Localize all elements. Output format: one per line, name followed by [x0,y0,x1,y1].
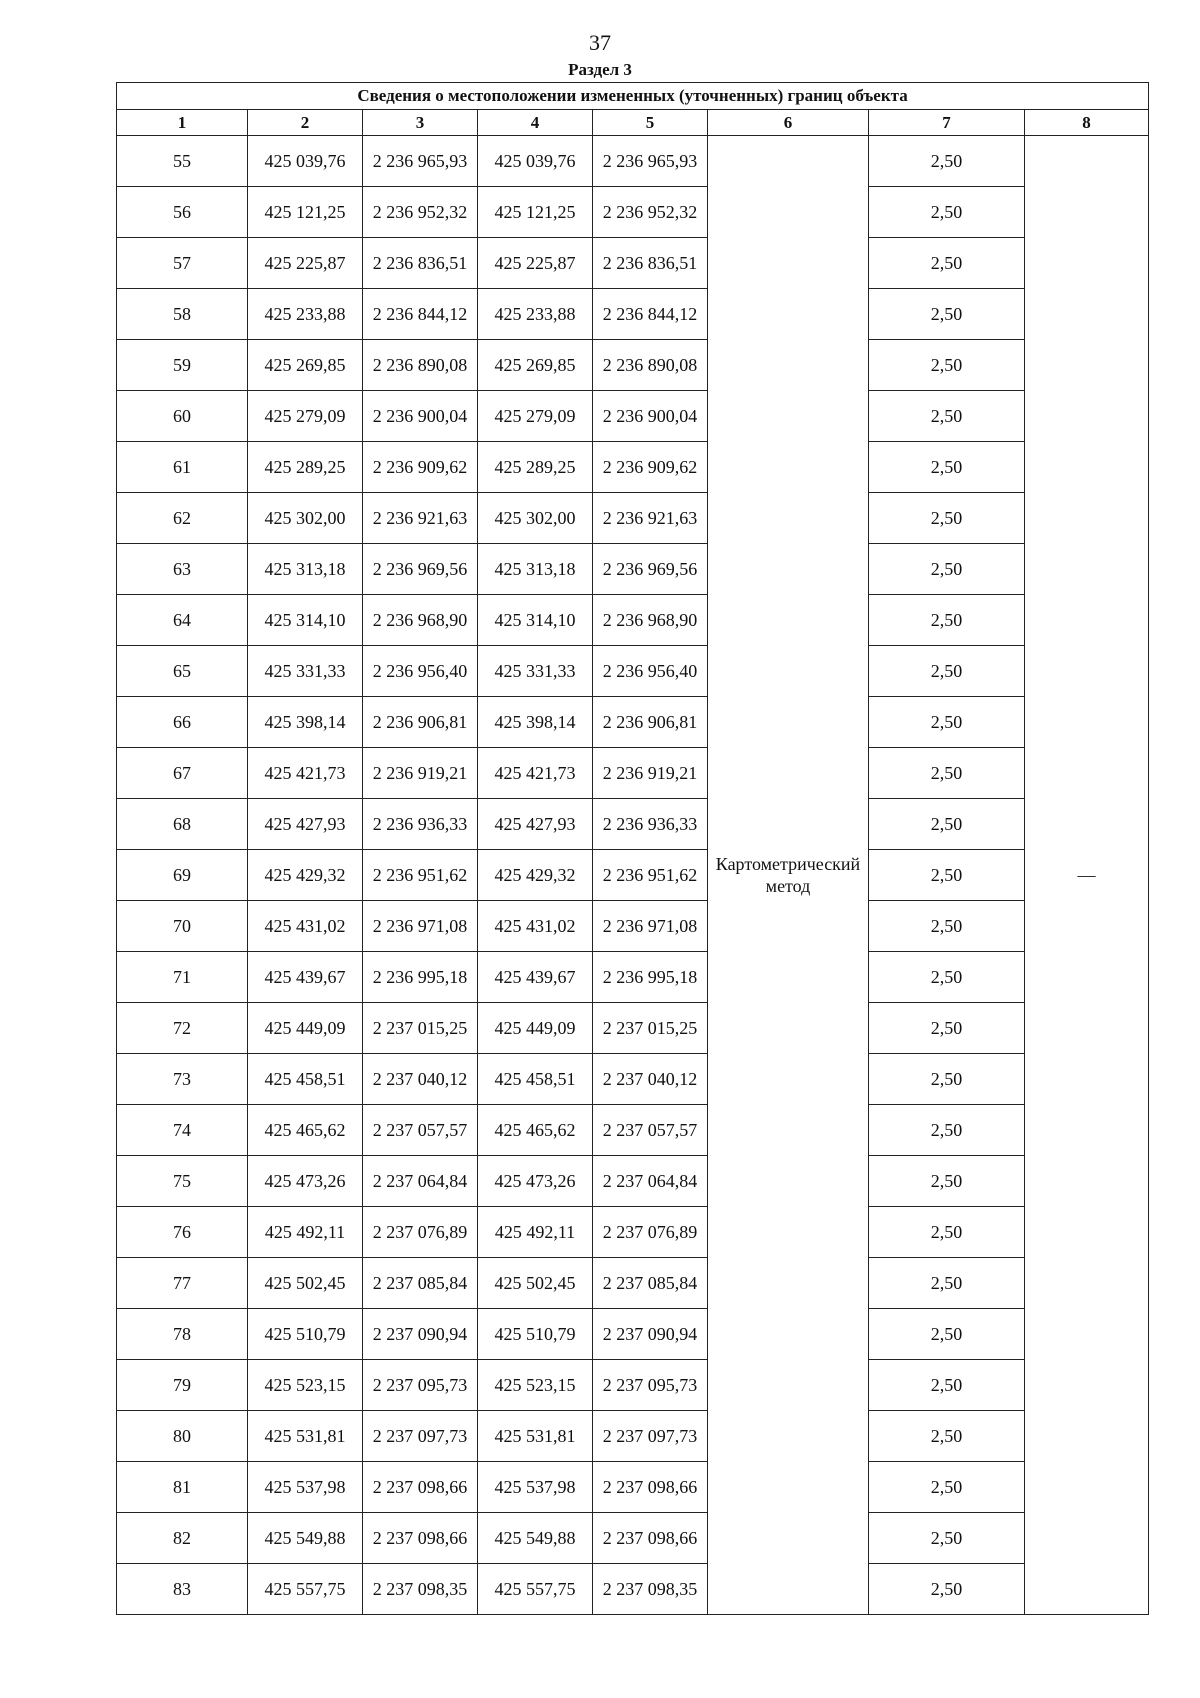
y-coordinate-cell: 2 236 890,08 [363,340,478,391]
point-number-cell: 64 [117,595,248,646]
precision-cell: 2,50 [869,544,1025,595]
point-number-cell: 82 [117,1513,248,1564]
x-coordinate-new-cell: 425 557,75 [478,1564,593,1615]
x-coordinate-cell: 425 302,00 [248,493,363,544]
table-row [117,952,1149,1003]
table-row [117,1411,1149,1462]
point-number-cell: 71 [117,952,248,1003]
precision-cell: 2,50 [869,595,1025,646]
precision-cell: 2,50 [869,289,1025,340]
table-caption: Сведения о местоположении измененных (уточненных) границ объекта [117,83,1149,110]
x-coordinate-cell: 425 039,76 [248,136,363,187]
x-coordinate-cell: 425 314,10 [248,595,363,646]
table-row [117,442,1149,493]
table-row [117,1105,1149,1156]
point-number-cell: 74 [117,1105,248,1156]
y-coordinate-new-cell: 2 236 900,04 [593,391,708,442]
table-row [117,1054,1149,1105]
table-row [117,136,1149,187]
y-coordinate-cell: 2 236 968,90 [363,595,478,646]
point-number-cell: 66 [117,697,248,748]
x-coordinate-cell: 425 331,33 [248,646,363,697]
y-coordinate-cell: 2 236 906,81 [363,697,478,748]
column-header-8: 8 [1025,110,1149,136]
column-header-row [117,110,1149,136]
table-row [117,1564,1149,1615]
x-coordinate-new-cell: 425 449,09 [478,1003,593,1054]
x-coordinate-new-cell: 425 233,88 [478,289,593,340]
precision-cell: 2,50 [869,646,1025,697]
x-coordinate-cell: 425 523,15 [248,1360,363,1411]
y-coordinate-cell: 2 237 064,84 [363,1156,478,1207]
x-coordinate-new-cell: 425 289,25 [478,442,593,493]
y-coordinate-new-cell: 2 237 098,66 [593,1513,708,1564]
table-row [117,187,1149,238]
point-number-cell: 55 [117,136,248,187]
table-row [117,748,1149,799]
point-number-cell: 81 [117,1462,248,1513]
x-coordinate-cell: 425 398,14 [248,697,363,748]
section-title: Раздел 3 [568,60,632,79]
x-coordinate-new-cell: 425 121,25 [478,187,593,238]
y-coordinate-cell: 2 236 956,40 [363,646,478,697]
x-coordinate-new-cell: 425 398,14 [478,697,593,748]
y-coordinate-cell: 2 237 057,57 [363,1105,478,1156]
table-row [117,289,1149,340]
point-number-cell: 73 [117,1054,248,1105]
x-coordinate-new-cell: 425 531,81 [478,1411,593,1462]
x-coordinate-new-cell: 425 458,51 [478,1054,593,1105]
table-row [117,238,1149,289]
point-number-cell: 76 [117,1207,248,1258]
x-coordinate-cell: 425 473,26 [248,1156,363,1207]
page-number: 37 [589,30,611,55]
precision-cell: 2,50 [869,1156,1025,1207]
x-coordinate-new-cell: 425 225,87 [478,238,593,289]
table-row [117,850,1149,901]
x-coordinate-new-cell: 425 314,10 [478,595,593,646]
table-row [117,1513,1149,1564]
y-coordinate-new-cell: 2 236 836,51 [593,238,708,289]
x-coordinate-cell: 425 269,85 [248,340,363,391]
table-row [117,697,1149,748]
x-coordinate-new-cell: 425 279,09 [478,391,593,442]
y-coordinate-new-cell: 2 236 952,32 [593,187,708,238]
column-header-1: 1 [117,110,248,136]
x-coordinate-cell: 425 121,25 [248,187,363,238]
y-coordinate-new-cell: 2 236 844,12 [593,289,708,340]
x-coordinate-new-cell: 425 302,00 [478,493,593,544]
x-coordinate-cell: 425 429,32 [248,850,363,901]
point-number-cell: 62 [117,493,248,544]
x-coordinate-cell: 425 502,45 [248,1258,363,1309]
x-coordinate-cell: 425 449,09 [248,1003,363,1054]
table-row [117,595,1149,646]
table-row [117,544,1149,595]
y-coordinate-new-cell: 2 236 969,56 [593,544,708,595]
x-coordinate-new-cell: 425 269,85 [478,340,593,391]
precision-cell: 2,50 [869,391,1025,442]
column-header-3: 3 [363,110,478,136]
x-coordinate-new-cell: 425 473,26 [478,1156,593,1207]
y-coordinate-cell: 2 236 969,56 [363,544,478,595]
point-number-cell: 67 [117,748,248,799]
x-coordinate-cell: 425 549,88 [248,1513,363,1564]
precision-cell: 2,50 [869,1462,1025,1513]
y-coordinate-new-cell: 2 237 040,12 [593,1054,708,1105]
y-coordinate-new-cell: 2 236 906,81 [593,697,708,748]
y-coordinate-new-cell: 2 237 064,84 [593,1156,708,1207]
column-header-5: 5 [593,110,708,136]
table-row [117,340,1149,391]
x-coordinate-cell: 425 458,51 [248,1054,363,1105]
x-coordinate-cell: 425 439,67 [248,952,363,1003]
y-coordinate-cell: 2 236 844,12 [363,289,478,340]
precision-cell: 2,50 [869,1105,1025,1156]
table-row [117,1258,1149,1309]
point-number-cell: 79 [117,1360,248,1411]
point-number-cell: 63 [117,544,248,595]
x-coordinate-cell: 425 465,62 [248,1105,363,1156]
y-coordinate-cell: 2 236 900,04 [363,391,478,442]
y-coordinate-new-cell: 2 236 936,33 [593,799,708,850]
x-coordinate-cell: 425 492,11 [248,1207,363,1258]
y-coordinate-new-cell: 2 236 971,08 [593,901,708,952]
y-coordinate-cell: 2 237 040,12 [363,1054,478,1105]
y-coordinate-cell: 2 236 919,21 [363,748,478,799]
point-number-cell: 56 [117,187,248,238]
y-coordinate-new-cell: 2 237 085,84 [593,1258,708,1309]
y-coordinate-new-cell: 2 236 965,93 [593,136,708,187]
point-number-cell: 70 [117,901,248,952]
precision-cell: 2,50 [869,1564,1025,1615]
table-row [117,391,1149,442]
x-coordinate-cell: 425 313,18 [248,544,363,595]
y-coordinate-new-cell: 2 236 919,21 [593,748,708,799]
y-coordinate-cell: 2 236 921,63 [363,493,478,544]
point-number-cell: 60 [117,391,248,442]
x-coordinate-new-cell: 425 510,79 [478,1309,593,1360]
y-coordinate-new-cell: 2 236 951,62 [593,850,708,901]
precision-cell: 2,50 [869,799,1025,850]
precision-cell: 2,50 [869,1360,1025,1411]
y-coordinate-cell: 2 237 098,66 [363,1513,478,1564]
x-coordinate-cell: 425 427,93 [248,799,363,850]
point-number-cell: 59 [117,340,248,391]
precision-cell: 2,50 [869,952,1025,1003]
y-coordinate-new-cell: 2 237 076,89 [593,1207,708,1258]
y-coordinate-cell: 2 236 836,51 [363,238,478,289]
table-row [117,901,1149,952]
point-number-cell: 72 [117,1003,248,1054]
x-coordinate-new-cell: 425 427,93 [478,799,593,850]
y-coordinate-cell: 2 236 936,33 [363,799,478,850]
x-coordinate-cell: 425 289,25 [248,442,363,493]
x-coordinate-new-cell: 425 313,18 [478,544,593,595]
point-number-cell: 61 [117,442,248,493]
y-coordinate-cell: 2 237 097,73 [363,1411,478,1462]
y-coordinate-cell: 2 237 095,73 [363,1360,478,1411]
point-number-cell: 68 [117,799,248,850]
x-coordinate-cell: 425 431,02 [248,901,363,952]
x-coordinate-new-cell: 425 429,32 [478,850,593,901]
y-coordinate-new-cell: 2 237 057,57 [593,1105,708,1156]
table-body [117,136,1149,1615]
y-coordinate-cell: 2 237 090,94 [363,1309,478,1360]
precision-cell: 2,50 [869,1258,1025,1309]
x-coordinate-cell: 425 557,75 [248,1564,363,1615]
precision-cell: 2,50 [869,442,1025,493]
precision-cell: 2,50 [869,187,1025,238]
x-coordinate-new-cell: 425 465,62 [478,1105,593,1156]
y-coordinate-new-cell: 2 237 098,66 [593,1462,708,1513]
y-coordinate-cell: 2 236 952,32 [363,187,478,238]
table-row [117,1462,1149,1513]
precision-cell: 2,50 [869,1309,1025,1360]
x-coordinate-cell: 425 510,79 [248,1309,363,1360]
x-coordinate-new-cell: 425 492,11 [478,1207,593,1258]
x-coordinate-cell: 425 531,81 [248,1411,363,1462]
precision-cell: 2,50 [869,1513,1025,1564]
y-coordinate-cell: 2 236 909,62 [363,442,478,493]
point-number-cell: 80 [117,1411,248,1462]
point-number-cell: 69 [117,850,248,901]
column-header-2: 2 [248,110,363,136]
precision-cell: 2,50 [869,1411,1025,1462]
y-coordinate-cell: 2 237 076,89 [363,1207,478,1258]
point-number-cell: 78 [117,1309,248,1360]
x-coordinate-new-cell: 425 431,02 [478,901,593,952]
y-coordinate-cell: 2 237 015,25 [363,1003,478,1054]
x-coordinate-new-cell: 425 421,73 [478,748,593,799]
y-coordinate-cell: 2 237 085,84 [363,1258,478,1309]
precision-cell: 2,50 [869,340,1025,391]
column-8-cell: — [1025,136,1149,1615]
y-coordinate-new-cell: 2 236 909,62 [593,442,708,493]
y-coordinate-cell: 2 236 951,62 [363,850,478,901]
y-coordinate-new-cell: 2 237 095,73 [593,1360,708,1411]
precision-cell: 2,50 [869,748,1025,799]
point-number-cell: 57 [117,238,248,289]
table-row [117,646,1149,697]
point-number-cell: 77 [117,1258,248,1309]
y-coordinate-new-cell: 2 237 015,25 [593,1003,708,1054]
precision-cell: 2,50 [869,901,1025,952]
y-coordinate-new-cell: 2 236 921,63 [593,493,708,544]
x-coordinate-cell: 425 225,87 [248,238,363,289]
y-coordinate-new-cell: 2 236 995,18 [593,952,708,1003]
table-row [117,1360,1149,1411]
coordinates-table [116,82,1149,1615]
x-coordinate-new-cell: 425 439,67 [478,952,593,1003]
y-coordinate-cell: 2 237 098,35 [363,1564,478,1615]
y-coordinate-cell: 2 236 971,08 [363,901,478,952]
point-number-cell: 65 [117,646,248,697]
x-coordinate-new-cell: 425 039,76 [478,136,593,187]
precision-cell: 2,50 [869,850,1025,901]
table-row [117,1309,1149,1360]
y-coordinate-cell: 2 236 995,18 [363,952,478,1003]
column-header-7: 7 [869,110,1025,136]
x-coordinate-cell: 425 233,88 [248,289,363,340]
precision-cell: 2,50 [869,136,1025,187]
table-row [117,1207,1149,1258]
column-header-4: 4 [478,110,593,136]
column-header-6: 6 [708,110,869,136]
x-coordinate-new-cell: 425 523,15 [478,1360,593,1411]
x-coordinate-new-cell: 425 537,98 [478,1462,593,1513]
x-coordinate-cell: 425 421,73 [248,748,363,799]
y-coordinate-new-cell: 2 236 968,90 [593,595,708,646]
table-row [117,1003,1149,1054]
x-coordinate-new-cell: 425 331,33 [478,646,593,697]
x-coordinate-cell: 425 537,98 [248,1462,363,1513]
x-coordinate-new-cell: 425 502,45 [478,1258,593,1309]
table-row [117,799,1149,850]
precision-cell: 2,50 [869,493,1025,544]
point-number-cell: 75 [117,1156,248,1207]
y-coordinate-new-cell: 2 237 098,35 [593,1564,708,1615]
y-coordinate-new-cell: 2 236 890,08 [593,340,708,391]
method-cell: Картометрический метод [708,136,869,1615]
table-row [117,493,1149,544]
y-coordinate-cell: 2 237 098,66 [363,1462,478,1513]
precision-cell: 2,50 [869,697,1025,748]
precision-cell: 2,50 [869,1054,1025,1105]
y-coordinate-new-cell: 2 236 956,40 [593,646,708,697]
point-number-cell: 58 [117,289,248,340]
y-coordinate-cell: 2 236 965,93 [363,136,478,187]
y-coordinate-new-cell: 2 237 090,94 [593,1309,708,1360]
precision-cell: 2,50 [869,1207,1025,1258]
x-coordinate-new-cell: 425 549,88 [478,1513,593,1564]
x-coordinate-cell: 425 279,09 [248,391,363,442]
precision-cell: 2,50 [869,238,1025,289]
point-number-cell: 83 [117,1564,248,1615]
table-row [117,1156,1149,1207]
y-coordinate-new-cell: 2 237 097,73 [593,1411,708,1462]
precision-cell: 2,50 [869,1003,1025,1054]
